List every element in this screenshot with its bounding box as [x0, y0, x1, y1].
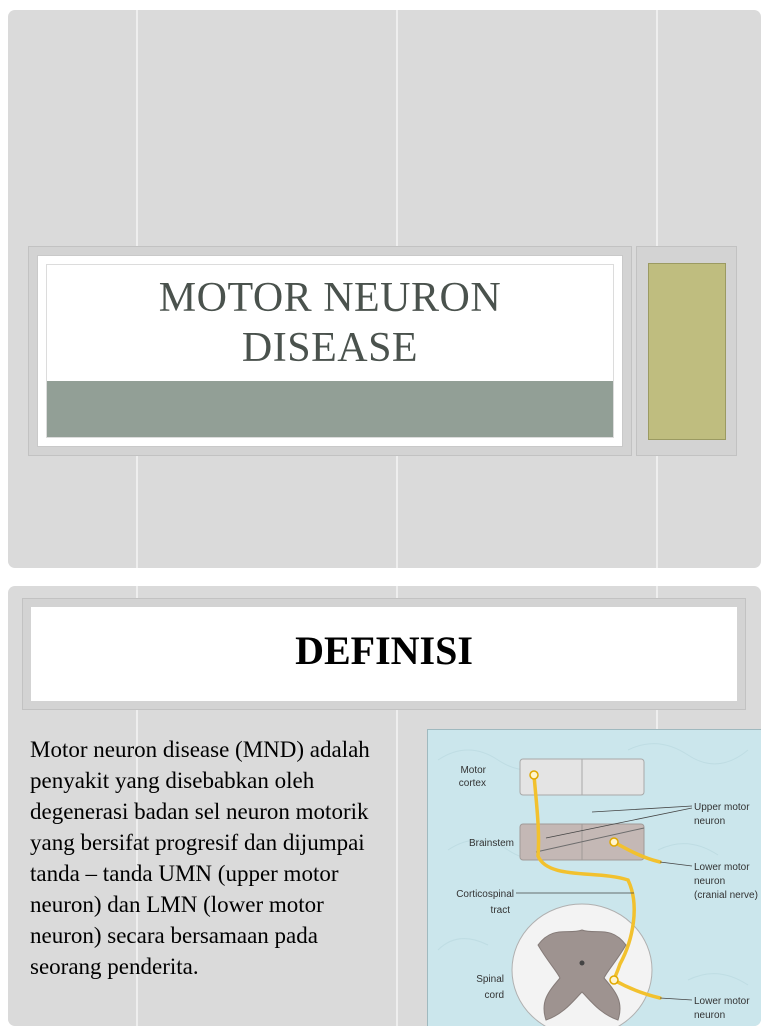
accent-frame — [636, 246, 737, 456]
slide-title-line-2: DISEASE — [241, 325, 419, 371]
label-umn-1: Upper motor — [694, 802, 750, 813]
heading-frame — [22, 598, 746, 710]
neuron-pathway-svg — [428, 730, 761, 1026]
label-lmn-cranial-3: (cranial nerve) — [694, 890, 758, 901]
definition-slide — [8, 586, 761, 1026]
paragraph-line: Motor neuron disease (MND) adalah — [30, 737, 370, 762]
paragraph-line: penyakit yang disebabkan oleh — [30, 768, 315, 793]
title-color-band — [47, 381, 613, 437]
label-motor-cortex-1: Motor — [460, 765, 486, 776]
paragraph-line: seorang penderita. — [30, 954, 199, 979]
slide-title-line-1: MOTOR NEURON — [158, 275, 502, 321]
paragraph-line: yang bersifat progresif dan dijumpai — [30, 830, 365, 855]
label-lmn-spinal-2: neuron — [694, 1010, 726, 1021]
paragraph-line: neuron) secara bersamaan pada — [30, 923, 318, 948]
accent-block — [648, 263, 726, 440]
title-card — [37, 255, 623, 447]
paragraph-line: degenerasi badan sel neuron motorik — [30, 799, 369, 824]
heading-card — [31, 607, 737, 701]
label-brainstem: Brainstem — [468, 838, 514, 849]
label-corticospinal-1: Corticospinal — [456, 889, 514, 900]
slide-heading: DEFINISI — [295, 628, 473, 673]
label-spinal-cord-2: cord — [484, 990, 504, 1001]
label-spinal-cord-1: Spinal — [476, 974, 504, 985]
label-lmn-spinal-1: Lower motor — [694, 996, 750, 1007]
label-motor-cortex-2: cortex — [458, 778, 486, 789]
definition-paragraph — [30, 734, 422, 982]
title-slide — [8, 10, 761, 568]
label-lmn-cranial-2: neuron — [694, 876, 726, 887]
paragraph-line: neuron) dan LMN (lower motor — [30, 892, 324, 917]
title-inner-panel — [46, 264, 614, 438]
label-corticospinal-2: tract — [490, 905, 510, 916]
paragraph-line: tanda – tanda UMN (upper motor — [30, 861, 339, 886]
label-lmn-cranial-1: Lower motor — [694, 862, 750, 873]
slide-title — [47, 273, 613, 373]
title-frame — [28, 246, 632, 456]
label-umn-2: neuron — [694, 816, 726, 827]
motor-neuron-diagram — [427, 729, 761, 1026]
